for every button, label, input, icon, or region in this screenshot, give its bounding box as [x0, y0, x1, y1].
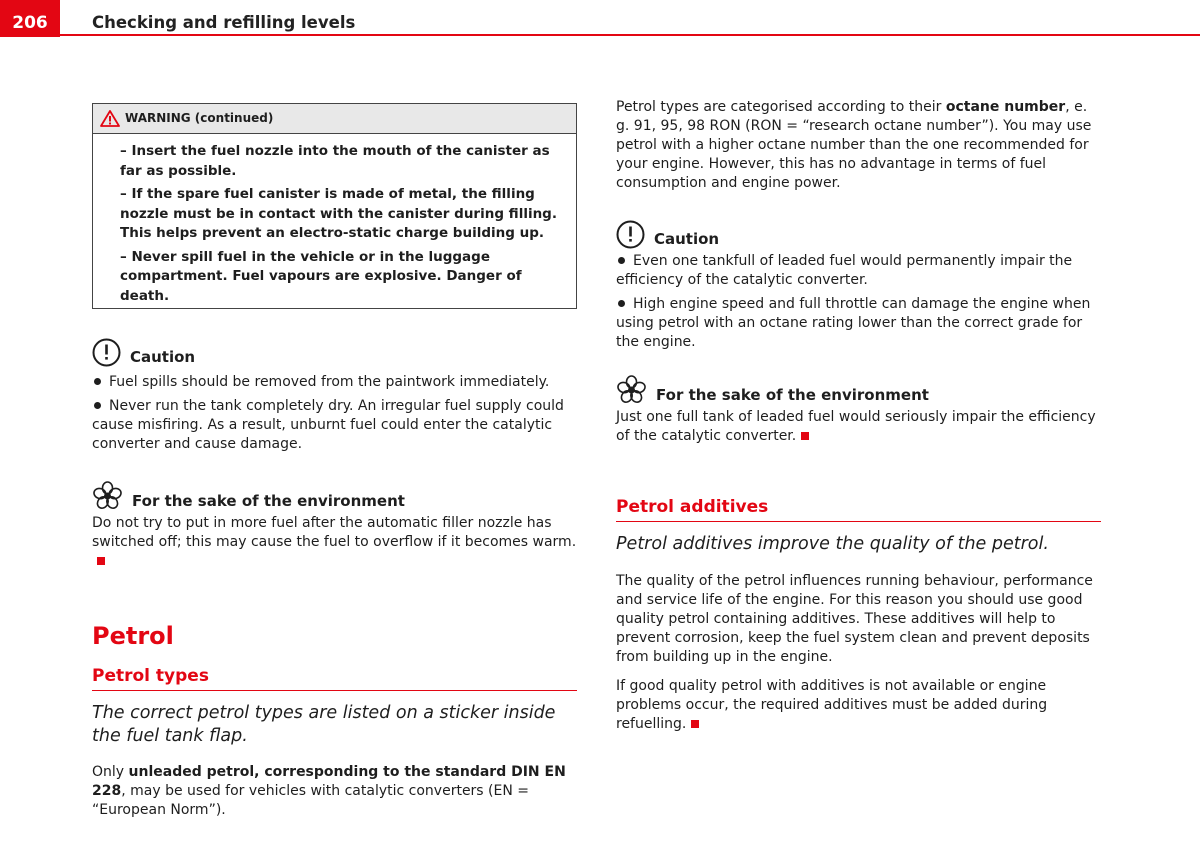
petrol-types-paragraph: Only unleaded petrol, corresponding to the standard DIN EN 228, may be used for vehicles with catalytic converters (EN = “European Norm”). [92, 764, 566, 818]
caution-header [616, 211, 1101, 249]
octane-paragraph: Petrol types are categorised according to their octane number, e. g. 91, 95, 98 RON (RON = “research octane number”). You may use petrol with a higher octane number than the one recommended for your engine. However, this has no advantage in terms of fuel consumption and engine power. [616, 99, 1092, 191]
right-column [616, 98, 1101, 744]
end-marker [691, 720, 699, 728]
end-marker [97, 557, 105, 565]
warning-triangle-icon [100, 110, 120, 127]
environment-text: Do not try to put in more fuel after the automatic filler nozzle has switched off; this may cause the fuel to overflow if it becomes warm. [92, 514, 577, 571]
additives-paragraph: The quality of the petrol influences running behaviour, performance and service life of the engine. For this reason you should use good quality petrol containing additives. These additives will help to prevent corrosion, keep the fuel system clean and prevent deposits from building up in the engine. [616, 573, 1093, 665]
page-number: 206 [0, 0, 60, 37]
header-rule [60, 34, 1200, 36]
bullet-icon [618, 300, 625, 307]
section-title: Petrol [92, 622, 174, 650]
warning-item: – Insert the fuel nozzle into the mouth of the canister as far as possible. [120, 143, 550, 179]
environment-heading: For the sake of the environment [656, 386, 929, 404]
bullet-icon [94, 378, 101, 385]
environment-header [616, 367, 1101, 405]
left-column [92, 103, 577, 830]
warning-heading: WARNING (continued) [125, 111, 274, 125]
environment-header [92, 473, 577, 511]
flower-icon [616, 375, 647, 405]
warning-box [92, 103, 577, 309]
caution-item: Never run the tank completely dry. An irregular fuel supply could cause misfiring. As a result, unburnt fuel could enter the catalytic converter and cause damage. [92, 398, 564, 452]
bullet-icon [94, 402, 101, 409]
petrol-additives-heading: Petrol additives [616, 496, 1101, 522]
caution-header [92, 329, 577, 367]
petrol-additives-lead: Petrol additives improve the quality of the petrol. [616, 534, 1049, 554]
flower-icon [92, 481, 123, 511]
petrol-types-lead: The correct petrol types are listed on a sticker inside the fuel tank flap. [92, 703, 556, 746]
warning-body [93, 134, 576, 308]
petrol-types-heading: Petrol types [92, 665, 577, 691]
additives-paragraph: If good quality petrol with additives is not available or engine problems occur, the required additives must be added during refuelling. [616, 678, 1048, 732]
caution-item: Even one tankfull of leaded fuel would permanently impair the efficiency of the catalytic converter. [616, 253, 1073, 288]
caution-heading: Caution [130, 348, 196, 366]
warning-item: – If the spare fuel canister is made of metal, the filling nozzle must be in contact with the canister during filling. This helps prevent an electro-static charge building up. [120, 186, 557, 241]
warning-header [93, 104, 576, 134]
warning-item: – Never spill fuel in the vehicle or in the luggage compartment. Fuel vapours are explosive. Danger of death. [120, 248, 522, 304]
caution-item: Fuel spills should be removed from the paintwork immediately. [92, 373, 577, 392]
caution-icon [92, 338, 121, 367]
end-marker [801, 432, 809, 440]
caution-icon [616, 220, 645, 249]
bullet-icon [618, 257, 625, 264]
environment-heading: For the sake of the environment [132, 492, 405, 510]
caution-heading: Caution [654, 230, 720, 248]
environment-text: Just one full tank of leaded fuel would seriously impair the efficiency of the catalytic converter. [616, 409, 1096, 444]
caution-item: High engine speed and full throttle can damage the engine when using petrol with an octane rating lower than the correct grade for the engine. [616, 296, 1091, 350]
running-title: Checking and refilling levels [92, 13, 356, 32]
